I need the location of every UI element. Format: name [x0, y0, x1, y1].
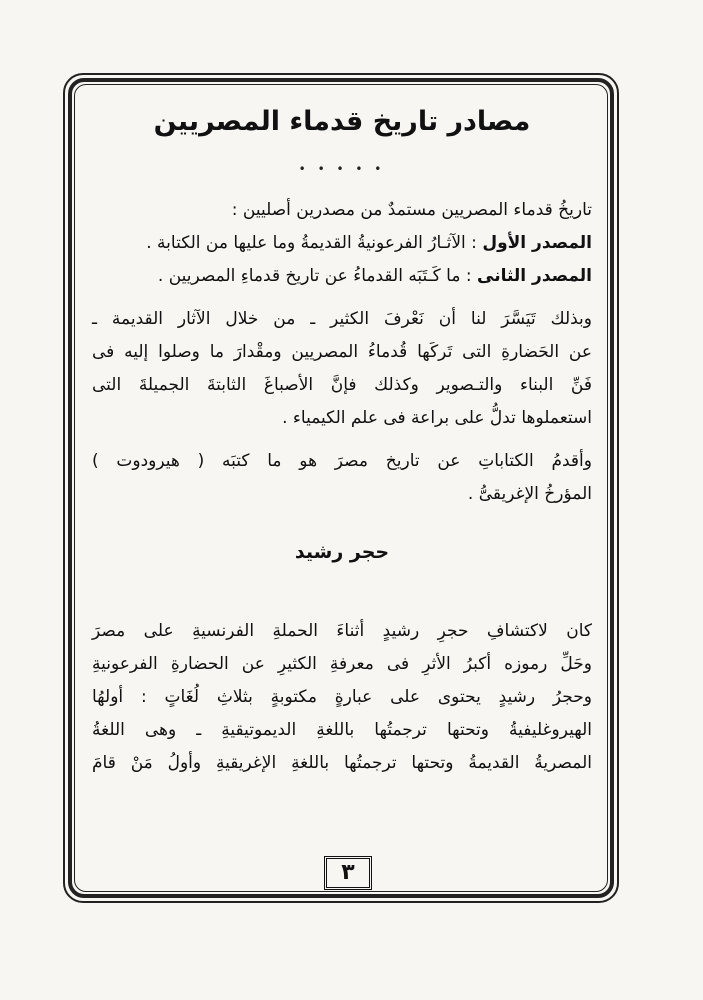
para2-line: وأقدمُ الكتاباتِ عن تاريخ مصرَ هو ما كتبَه ( هيرودوت ) — [92, 451, 592, 471]
page-content — [92, 96, 592, 876]
source-1 — [92, 227, 592, 260]
para1-line: استعملوها تدلُّ على براعة فى علم الكيمياء . — [282, 408, 592, 428]
source-1-label: المصدر الأول — [482, 233, 592, 253]
para1-line: فَنِّ البناء والتـصوير وكذلك فإنَّ الأصباغَ الثابتةَ الجميلةَ التى — [92, 375, 592, 395]
source-2 — [92, 260, 592, 293]
para1-line: عن الحَضارةِ التى تَركَها قُدماءُ المصريين ومقْدارَ ما وصلوا إليه فى — [92, 342, 592, 362]
section-heading: حجر رشيد — [294, 541, 390, 563]
source-2-label: المصدر الثانى — [477, 266, 592, 286]
para3-line: كان لاكتشافِ حجرِ رشيدٍ أثناءَ الحملةِ الفرنسيةِ على مصرَ — [92, 621, 592, 641]
source-2-text: : ما كَـتَبَه القدماءُ عن تاريخ قدماءِ المصريين . — [157, 266, 472, 286]
para2-line: المؤرخُ الإغريقىُّ . — [467, 484, 592, 504]
para3-line: الهيروغليفيةُ وتحتها ترجمتُها باللغةِ الديموتيقيةِ ـ وهى اللغةُ — [92, 720, 592, 740]
spacer — [92, 435, 592, 445]
spacer — [92, 293, 592, 303]
para3-line: وحجرُ رشيدٍ يحتوى على عبارةٍ مكتوبةٍ بثلاثِ لُغَاتٍ : أولهُا — [92, 687, 592, 707]
spacer — [92, 581, 592, 615]
para3-line: المصريةُ القديمةُ وتحتها ترجمتُها باللغةِ الإغريقيةِ وأولُ مَنْ قامَ — [92, 753, 592, 773]
page-title: مصادر تاريخ قدماء المصريين — [153, 106, 531, 137]
para3-line: وحَلِّ رموزه أكبرُ الأثرِ فى معرفةِ الكثيرِ عن الحضارةِ الفرعونيةِ — [92, 654, 592, 674]
page-number: ٣ — [324, 856, 372, 890]
intro-line: تاريخُ قدماء المصريين مستمدٌ من مصدرين أصليين : — [231, 200, 592, 220]
para1-line: وبذلك تَيَسَّرَ لنا أن نَعْرفَ الكثير ـ من خلال الآثار القديمة ـ — [92, 309, 592, 329]
title-ornament: • • • • • — [298, 162, 386, 176]
source-1-text: : الآثـارُ الفرعونيةُ القديمةُ وما عليها من الكتابة . — [146, 233, 477, 253]
